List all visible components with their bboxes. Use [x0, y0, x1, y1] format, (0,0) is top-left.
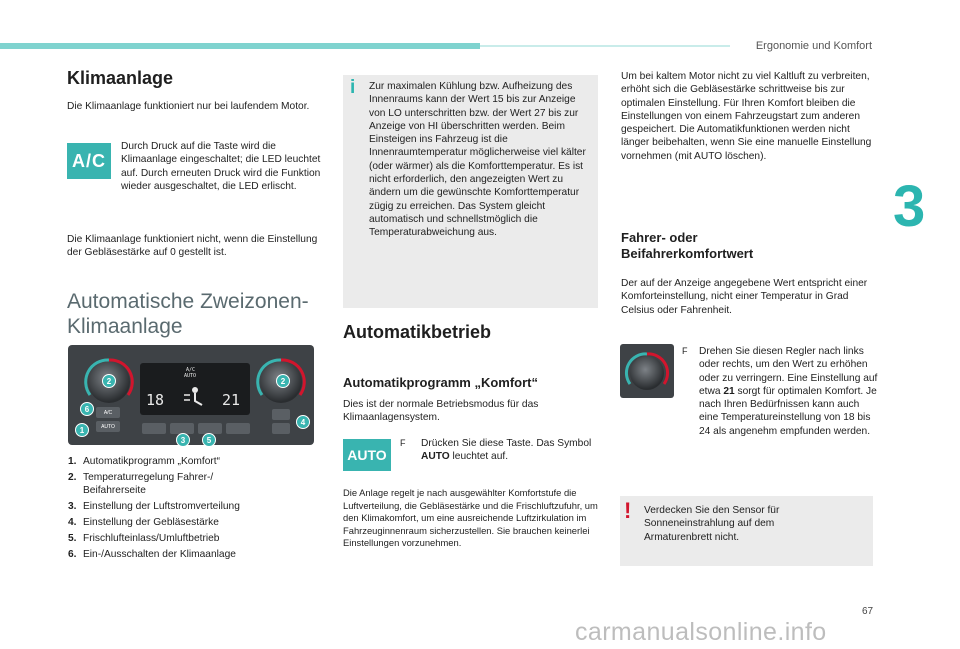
automatik-desc: Dies ist der normale Betriebsmodus für das Klimaanlagensystem.	[343, 399, 539, 424]
temp-knob-arc	[624, 350, 670, 396]
legend-item: 4. Einstellung der Gebläsestärke	[68, 516, 219, 528]
callout-2-left: 2	[102, 374, 116, 388]
callout-4: 4	[296, 415, 310, 429]
fan-plus-button	[272, 409, 290, 420]
zweizonen-title: Automatische Zweizonen-Klimaanlage	[67, 290, 309, 338]
legend-item: 3. Einstellung der Luftstromverteilung	[68, 501, 240, 513]
ac-icon-label: A/C	[72, 150, 106, 171]
lcd-mode-line1: A/C	[186, 367, 196, 373]
ac-description: Durch Druck auf die Taste wird die Klimaanlage eingeschaltet; die LED leuchtet auf. Durch erneuten Druck wird die Funktion wieder ausgeschaltet, die LED erlischt.	[121, 141, 321, 192]
automatikprogramm-subtitle: Automatikprogramm „Komfort“	[343, 375, 539, 390]
auto-bullet: F	[400, 438, 406, 448]
legend-item: 5. Frischlufteinlass/Umluftbetrieb	[68, 532, 220, 544]
auto-panel-button	[96, 421, 120, 432]
warning-box	[620, 496, 873, 566]
lcd-left-temp: 18	[146, 391, 165, 409]
header-accent-line	[480, 45, 730, 47]
callout-3: 3	[176, 433, 190, 447]
lcd-right-temp: 21	[222, 391, 241, 409]
fan-minus-button	[272, 423, 290, 434]
knob-instruction: Drehen Sie diesen Regler nach links oder rechts, um den Wert zu erhöhen oder zu verringern. Eine Einstellung auf etwa 21 sorgt für optimalen Komfort. Je nach Ihren Bedürfnissen kann auch eine Temperatureinstellung von 18 bis 24 als angenehm empfunden werden.	[699, 346, 878, 437]
auto-button-icon	[343, 439, 391, 471]
legend-item: 6. Ein-/Ausschalten der Klimaanlage	[68, 548, 236, 560]
callout-6: 6	[80, 402, 94, 416]
ac-panel-button-label: A/C	[103, 409, 113, 416]
panel-bottom-button-1	[142, 423, 166, 434]
panel-bottom-button-4	[226, 423, 250, 434]
info-text: Zur maximalen Kühlung bzw. Aufheizung des Innenraums kann der Wert 15 bis zur Anzeige von LO unterschritten bzw. der Wert 27 bis zur Anzeige von HI überschritten werden. Beim Einsteigen ins Fahrzeug ist die Innenraumtemperatur möglicherweise viel kälter (oder wärmer) als die Komforttemperatur. Es ist nicht erforderlich, den angezeigten Wert zu ändern um die gewünschte Komforttemperatur zügig zu erreichen. Das System gleicht automatisch und schnellstmöglich die Temperaturabweichung aus.	[369, 81, 586, 239]
header-accent-bar	[0, 43, 480, 49]
komfortwert-desc: Der auf der Anzeige angegebene Wert entspricht einer Komforteinstellung, nicht einer Temperatur in Grad Celsius oder Fahrenheit.	[621, 278, 868, 316]
callout-5: 5	[202, 433, 216, 447]
klimaanlage-title: Klimaanlage	[67, 68, 174, 88]
panel-legend	[68, 455, 330, 564]
section-title: Ergonomie und Komfort	[755, 40, 872, 52]
cold-engine-text: Um bei kaltem Motor nicht zu viel Kaltluft zu verbreiten, erhöht sich die Gebläsestärke schrittweise bis zur optimalen Einstellung. Für Ihren Komfort bleiben die Einstellungen von einem Fahrzeugstart zum anderen gespeichert. Die Automatikfunktionen werden nicht länger beibehalten, wenn Sie eine manuelle Einstellung vornehmen (mit AUTO löschen).	[621, 71, 872, 162]
automatikbetrieb-title: Automatikbetrieb	[343, 322, 492, 342]
ac-note: Die Klimaanlage funktioniert nicht, wenn die Einstellung der Gebläsestärke auf 0 gestellt ist.	[67, 234, 318, 259]
panel-display	[140, 363, 250, 415]
climate-panel-illustration	[68, 345, 314, 445]
warning-icon: !	[624, 498, 632, 523]
callout-2-right: 2	[276, 374, 290, 388]
info-box	[343, 75, 598, 308]
chapter-number: 3	[893, 174, 926, 239]
watermark: carmanualsonline.info	[575, 618, 827, 646]
knob-bullet: F	[682, 346, 688, 356]
airflow-person-icon	[180, 385, 210, 409]
warning-text: Verdecken Sie den Sensor für Sonneneinstrahlung auf dem Armaturenbrett nicht.	[644, 505, 780, 543]
komfortwert-title: Fahrer- oder Beifahrerkomfortwert	[621, 230, 754, 261]
ac-panel-button	[96, 407, 120, 418]
legend-item: 1. Automatikprogramm „Komfort“	[68, 456, 220, 467]
callout-1: 1	[75, 423, 89, 437]
auto-panel-button-label: AUTO	[101, 423, 115, 430]
klimaanlage-intro: Die Klimaanlage funktioniert nur bei laufendem Motor.	[67, 101, 310, 112]
ac-button-icon	[67, 143, 111, 179]
automatik-small-text: Die Anlage regelt je nach ausgewählter Komfortstufe die Luftverteilung, die Gebläsestärke und die Frischluftzufuhr, um den Klimakomfort, um eine ausreichende Luftzirkulation im Fahrzeuginnenraum sicherzustellen. Sie brauchen keinerlei Einstellungen vorzunehmen.	[343, 487, 598, 549]
temp-knob-illustration	[620, 344, 674, 398]
auto-instruction: Drücken Sie diese Taste. Das Symbol AUTO leuchtet auf.	[421, 438, 592, 463]
legend-item: 2. Temperaturregelung Fahrer-/ Beifahrerseite	[68, 471, 214, 497]
page-number: 67	[862, 606, 874, 617]
auto-icon-label: AUTO	[347, 447, 387, 463]
info-icon: i	[350, 77, 356, 98]
lcd-mode-line2: AUTO	[184, 373, 197, 379]
